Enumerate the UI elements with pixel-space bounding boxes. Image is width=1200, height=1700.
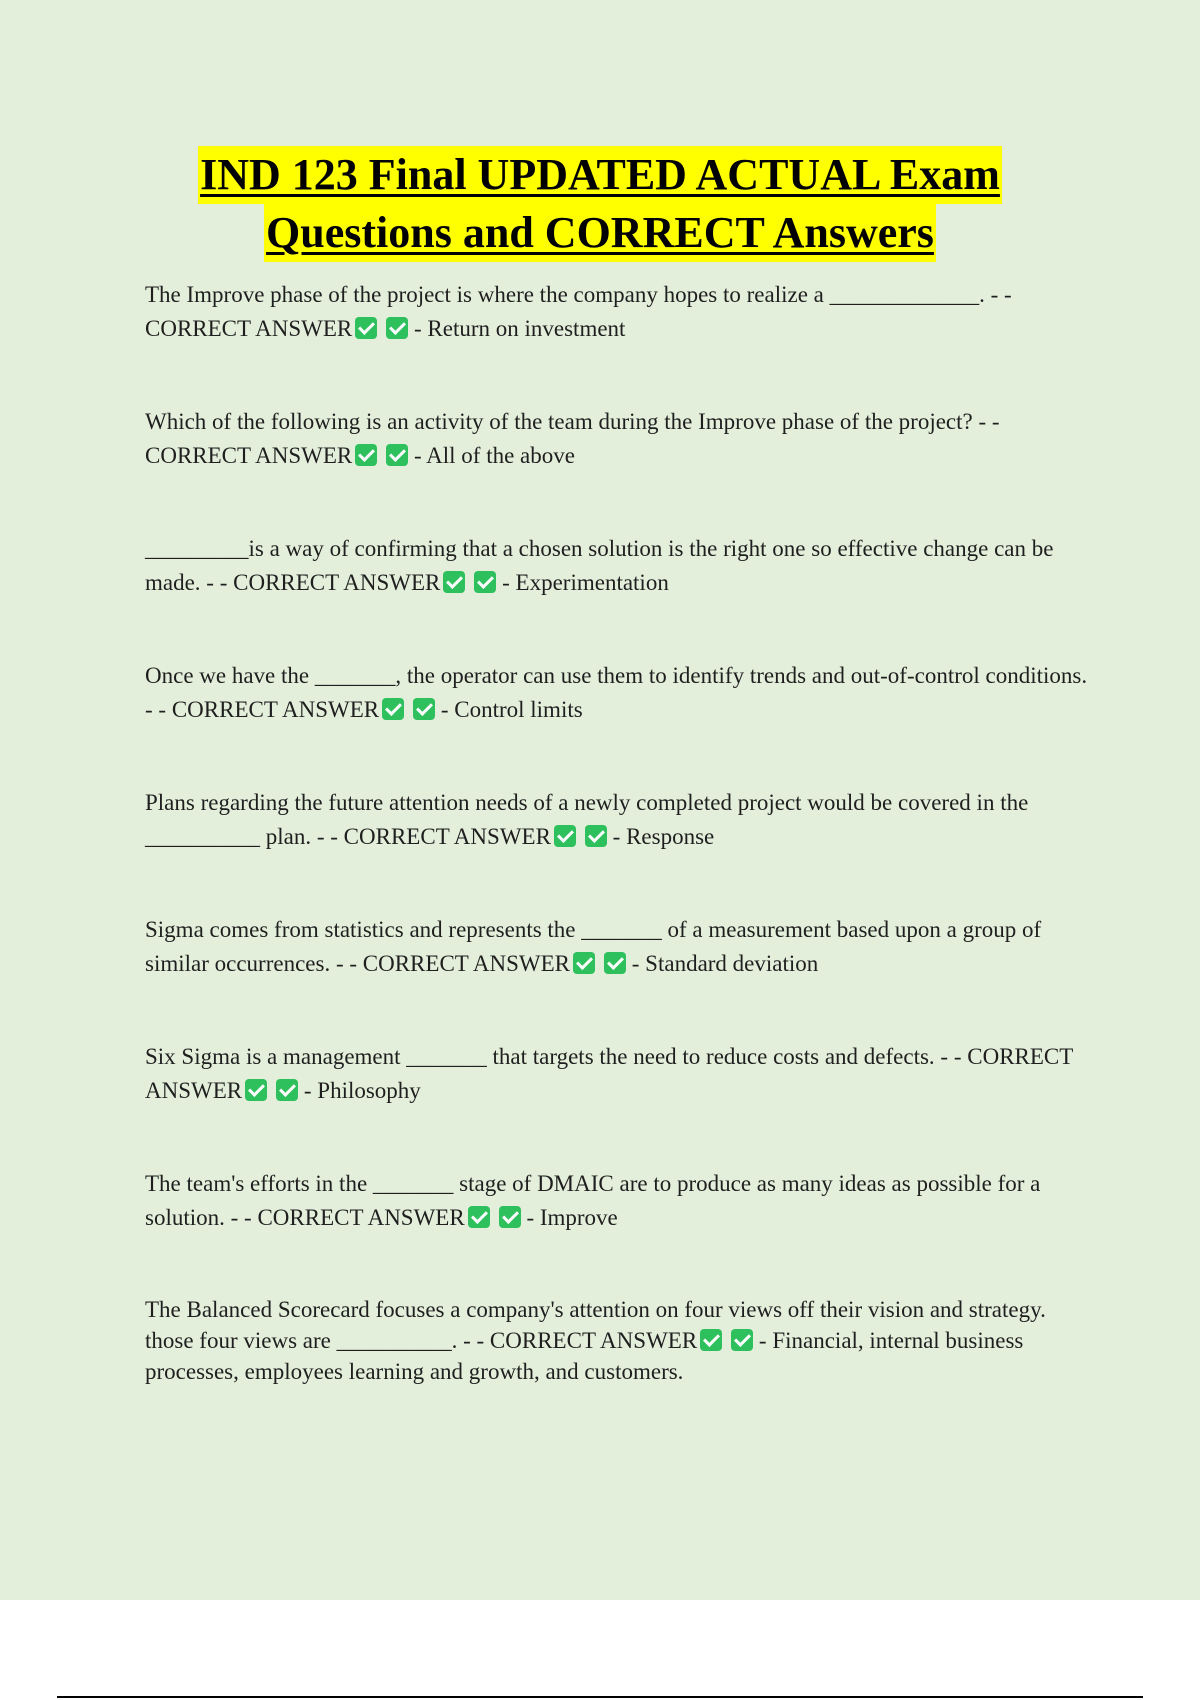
answer-text: - Return on investment <box>414 316 626 341</box>
check-icon <box>468 1206 490 1228</box>
question-text: Once we have the _______, the operator can use them to identify trends and out-of-control conditions. - <box>145 663 1088 722</box>
check-icon <box>413 698 435 720</box>
check-icon <box>474 571 496 593</box>
correct-answer-label: - CORRECT ANSWER <box>145 409 1000 468</box>
question-text: Which of the following is an activity of the team during the Improve phase of the project? - <box>145 409 987 434</box>
check-icon <box>382 698 404 720</box>
check-icon <box>443 571 465 593</box>
correct-answer-label: - CORRECT ANSWER <box>158 697 380 722</box>
qa-item <box>145 1167 1095 1294</box>
question-text: The Balanced Scorecard focuses a company's attention on four views off their vision and strategy. those four views are __________. - <box>145 1297 1046 1353</box>
question-text: Plans regarding the future attention needs of a newly completed project would be covered in the __________ plan. - <box>145 790 1029 849</box>
correct-answer-label: - CORRECT ANSWER <box>349 951 571 976</box>
check-icon <box>276 1079 298 1101</box>
correct-answer-label: - CORRECT ANSWER <box>145 1044 1073 1103</box>
check-icon <box>499 1206 521 1228</box>
answer-text: - Improve <box>526 1205 618 1230</box>
question-answer-list <box>145 278 1095 1421</box>
correct-answer-label: - CORRECT ANSWER <box>145 282 1012 341</box>
question-text: Six Sigma is a management _______ that targets the need to reduce costs and defects. - <box>145 1044 949 1069</box>
correct-answer-label: - CORRECT ANSWER <box>244 1205 465 1230</box>
answer-text: - Response <box>612 824 715 849</box>
qa-item <box>145 278 1095 405</box>
qa-item <box>145 1040 1095 1167</box>
answer-text: - Standard deviation <box>631 951 819 976</box>
answer-text: - Financial, internal business processes, employees learning and growth, and customers. <box>145 1328 1024 1384</box>
answer-text: - All of the above <box>414 443 575 468</box>
correct-answer-label: - CORRECT ANSWER <box>330 824 551 849</box>
footer-divider <box>57 1696 1143 1698</box>
check-icon <box>731 1329 753 1351</box>
question-text: The team's efforts in the _______ stage of DMAIC are to produce as many ideas as possible for a solution. - <box>145 1171 1041 1230</box>
question-text: _________is a way of confirming that a chosen solution is the right one so effective change can be made. - <box>145 536 1054 595</box>
qa-item <box>145 1294 1095 1421</box>
page-title <box>0 146 1200 262</box>
title-line-2: Questions and CORRECT Answers <box>264 204 936 262</box>
question-text: The Improve phase of the project is where the company hopes to realize a _____________. - <box>145 282 999 307</box>
correct-answer-label: - CORRECT ANSWER <box>219 570 441 595</box>
check-icon <box>386 317 408 339</box>
answer-text: - Control limits <box>440 697 583 722</box>
qa-item <box>145 913 1095 1040</box>
check-icon <box>386 444 408 466</box>
check-icon <box>554 825 576 847</box>
check-icon <box>573 952 595 974</box>
check-icon <box>355 317 377 339</box>
qa-item <box>145 659 1095 786</box>
answer-text: - Philosophy <box>303 1078 421 1103</box>
qa-item <box>145 786 1095 913</box>
check-icon <box>585 825 607 847</box>
check-icon <box>355 444 377 466</box>
answer-text: - Experimentation <box>502 570 669 595</box>
title-line-1: IND 123 Final UPDATED ACTUAL Exam <box>198 146 1002 204</box>
check-icon <box>604 952 626 974</box>
correct-answer-label: - CORRECT ANSWER <box>476 1328 698 1353</box>
qa-item <box>145 532 1095 659</box>
qa-item <box>145 405 1095 532</box>
check-icon <box>700 1329 722 1351</box>
check-icon <box>245 1079 267 1101</box>
question-text: Sigma comes from statistics and represents the _______ of a measurement based upon a group of similar occurrences. - <box>145 917 1042 976</box>
